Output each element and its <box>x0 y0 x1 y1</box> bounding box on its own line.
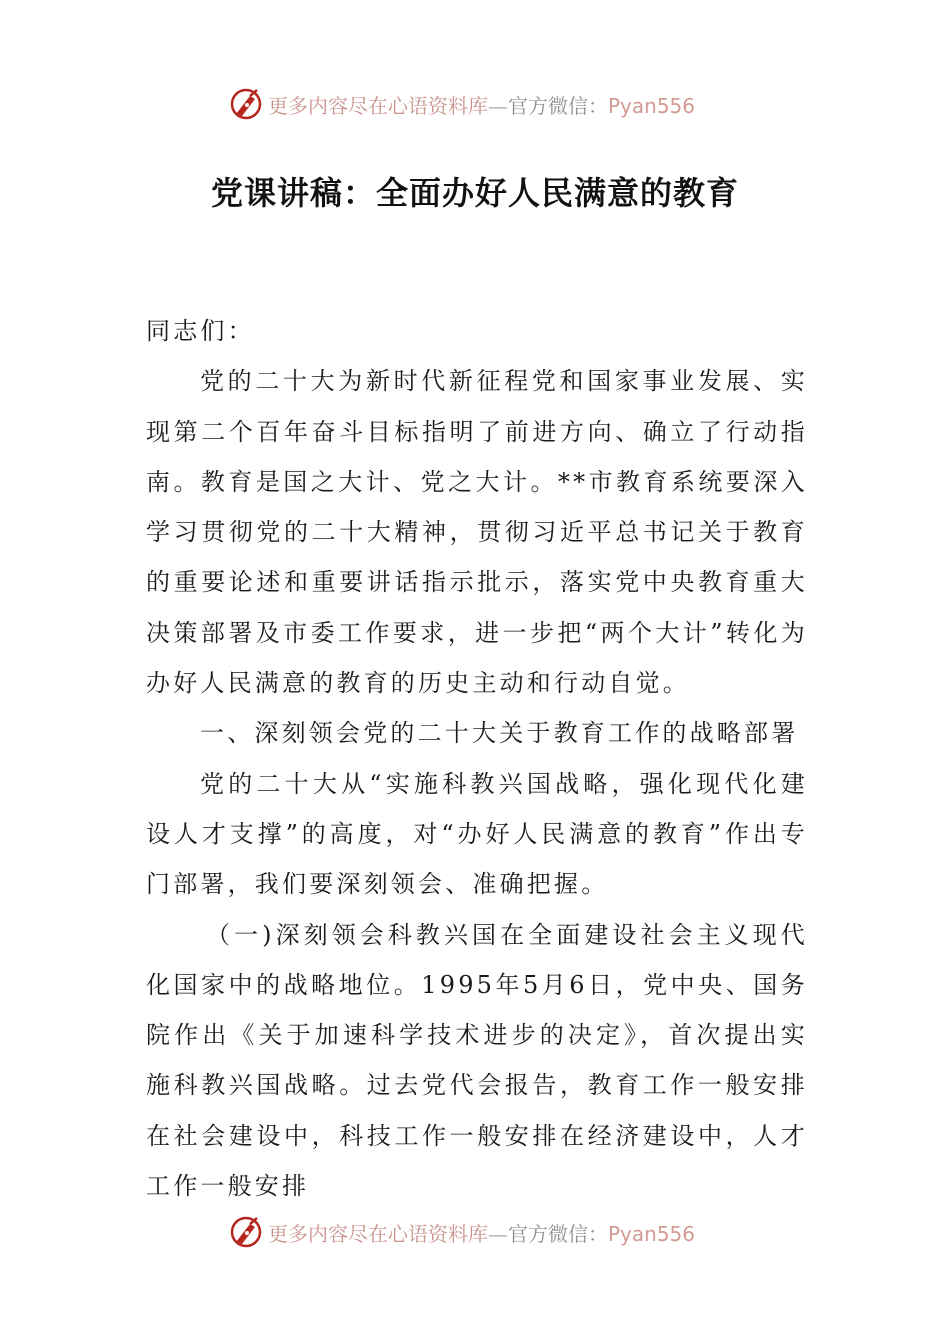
section-heading: 一、深刻领会党的二十大关于教育工作的战略部署 <box>200 719 799 748</box>
document-body <box>146 306 808 1211</box>
watermark-wechat-id: Pyan556 <box>608 93 696 118</box>
watermark-label: 官方微信： <box>508 93 608 118</box>
header-watermark <box>228 84 748 124</box>
watermark-wechat-id: Pyan556 <box>608 1221 696 1246</box>
paragraph: （一)深刻领会科教兴国在全面建设社会主义现代化国家中的战略地位。1995年5月6日，党中央、国务院作出《关于加速科学技术进步的决定》，首次提出实施科教兴国战略。过去党代会报告，教育工作一般安排在社会建设中，科技工作一般安排在经济建设中，人才工作一般安排 <box>146 920 808 1201</box>
watermark-separator: — <box>488 1221 508 1246</box>
watermark-label: 官方微信： <box>508 1221 608 1246</box>
watermark-text <box>268 1218 695 1247</box>
pen-nib-logo-icon <box>228 86 264 122</box>
pen-nib-logo-icon <box>228 1214 264 1250</box>
watermark-text <box>268 90 695 119</box>
watermark-separator: — <box>488 93 508 118</box>
footer-watermark <box>228 1212 748 1252</box>
document-title: 党课讲稿：全面办好人民满意的教育 <box>210 174 739 212</box>
watermark-brand: 更多内容尽在心语资料库 <box>268 93 488 118</box>
paragraph: 党的二十大从“实施科教兴国战略，强化现代化建设人才支撑”的高度，对“办好人民满意的教育”作出专门部署，我们要深刻领会、准确把握。 <box>146 769 808 899</box>
watermark-brand: 更多内容尽在心语资料库 <box>268 1221 488 1246</box>
paragraph: 党的二十大为新时代新征程党和国家事业发展、实现第二个百年奋斗目标指明了前进方向、确立了行动指南。教育是国之大计、党之大计。**市教育系统要深入学习贯彻党的二十大精神，贯彻习近平总书记关于教育的重要论述和重要讲话指示批示，落实党中央教育重大决策部署及市委工作要求，进一步把“两个大计”转化为办好人民满意的教育的历史主动和行动自觉。 <box>146 367 808 698</box>
salutation: 同志们： <box>146 317 255 345</box>
